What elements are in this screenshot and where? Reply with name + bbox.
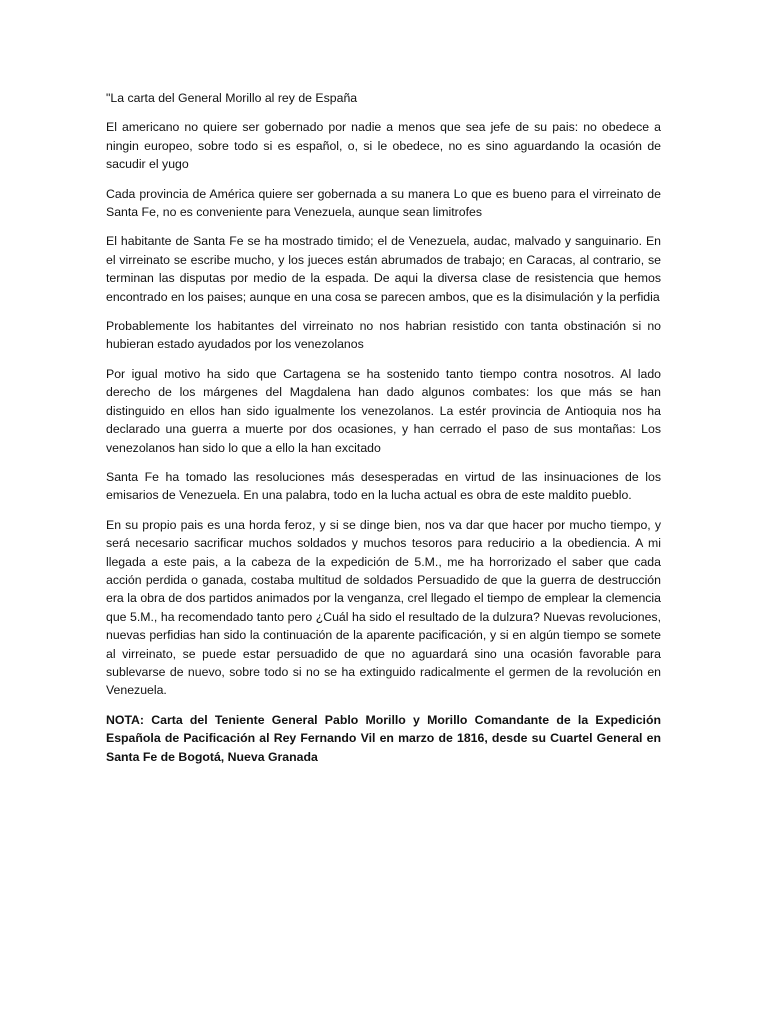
paragraph-2: Cada provincia de América quiere ser gobernada a su manera Lo que es bueno para el virreinato de Santa Fe, no es conveniente para Venezuela, aunque sean limitrofes — [106, 186, 661, 220]
document-note: NOTA: Carta del Teniente General Pablo Morillo y Morillo Comandante de la Expedición Española de Pacificación al Rey Fernando Vil en marzo de 1816, desde su Cuartel General en Santa Fe de Bogotá, Nueva Granada — [106, 712, 661, 764]
paragraph-7: En su propio pais es una horda feroz, y si se dinge bien, nos va dar que hacer por mucho tiempo, y será necesario sacrificar muchos soldados y muchos tesoros para reducirio a la obediencia. A mi llegada a este pais, a la cabeza de la expedición de 5.M., me ha horrorizado el saber que cada acción perdida o ganada, costaba multitud de soldados Persuadido de que la guerra de destrucción era la obra de dos partidos animados por la venganza, crel llegado el tiempo de emplear la clemencia que 5.M., ha recomendado tanto pero ¿Cuál ha sido el resultado de la dulzura? Nuevas revoluciones, nuevas perfidias han sido la continuación de la aparente pacificación, y si en algún tiempo se somete al virreinato, se puede estar persuadido de que no aguardará sino una ocasión favorable para sublevarse de nuevo, sobre todo si no se ha extinguido radicalmente el germen de la revolución en Venezuela. — [106, 517, 661, 698]
paragraph-4: Probablemente los habitantes del virreinato no nos habrian resistido con tanta obstinación si no hubieran estado ayudados por los venezolanos — [106, 319, 661, 352]
paragraph-1: El americano no quiere ser gobernado por nadie a menos que sea jefe de su pais: no obedece a ningin europeo, sobre todo si es español, o, si le obedece, no es sino aguardando la ocasión de sacudir el yugo — [106, 120, 661, 172]
paragraph-3: El habitante de Santa Fe se ha mostrado timido; el de Venezuela, audac, malvado y sanguinario. En el virreinato se escribe mucho, y los jueces están abrumados de trabajo; en Caracas, al contrario, se terminan las disputas por medio de la espada. De aqui la diversa clase de resistencia que hemos encontrado en los paises; aunque en una cosa se parecen ambos, que es la disimulación y la perfidia — [106, 234, 661, 304]
paragraph-6: Santa Fe ha tomado las resoluciones más desesperadas en virtud de las insinuaciones de los emisarios de Venezuela. En una palabra, todo en la lucha actual es obra de este maldito pueblo. — [106, 469, 661, 503]
document-body — [106, 89, 661, 777]
paragraph-5: Por igual motivo ha sido que Cartagena se ha sostenido tanto tiempo contra nosotros. Al lado derecho de los márgenes del Magdalena han dado algunos combates: los que más se han distinguido en ellos han sido igualmente los venezolanos. La estér provincia de Antioquia nos ha declarado una guerra a muerte por dos ocasiones, y han cerrado el paso de sus montañas: Los venezolanos han sido lo que a ello la han excitado — [106, 366, 661, 455]
document-title: "La carta del General Morillo al rey de España — [106, 91, 358, 105]
